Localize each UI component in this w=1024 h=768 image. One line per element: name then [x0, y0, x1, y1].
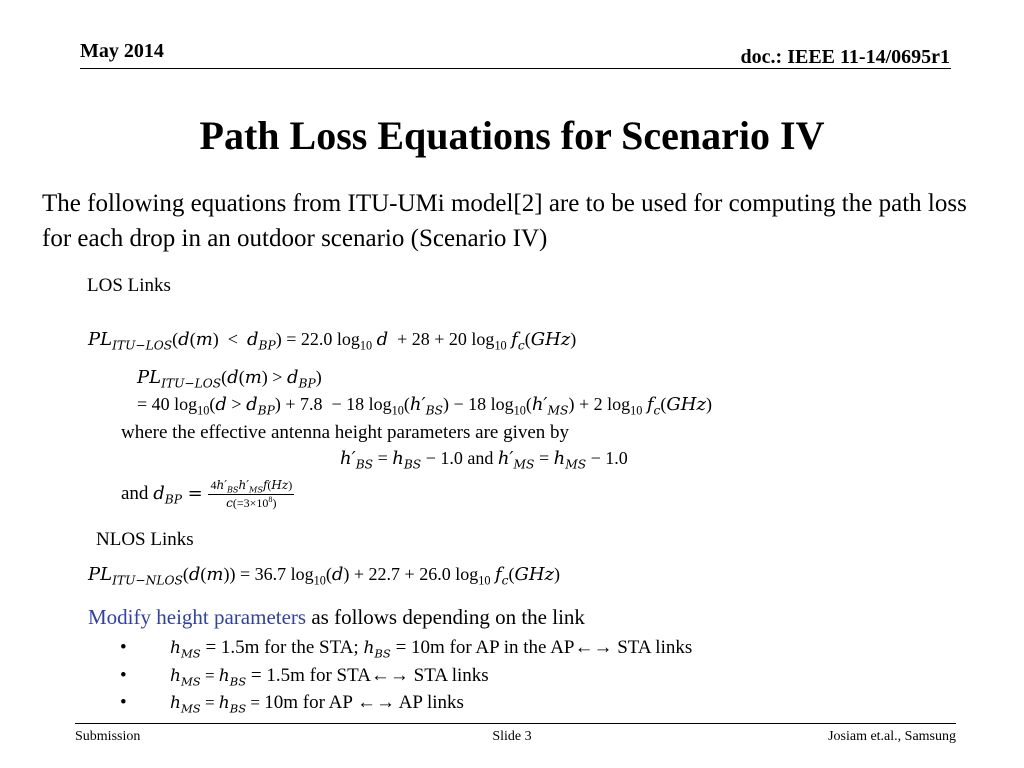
breakpoint-distance-equation: and $d_{BP}$ = $\frac{4h'_{BS}h'_{MS}f(Hz)}{c(=3\times 10^8)}$ — [121, 478, 293, 510]
double-arrow-icon: ←→ — [574, 637, 613, 658]
equation-nlos: $PL_{ITU-NLOS}(d(m)) = 36.7$ $\log_{10}(d) + 22.7 + 26.0$ $\log_{10} f_c(GHz)$ — [88, 564, 561, 588]
modify-heights-line — [88, 605, 585, 630]
breakpoint-fraction: $\frac{4h'_{BS}h'_{MS}f(Hz)}{c(=3\times 10^8)}$ — [210, 478, 293, 510]
header-doc-id: doc.: IEEE 11-14/0695r1 — [740, 46, 950, 68]
double-arrow-icon: ←→ — [370, 665, 409, 686]
footer-author: Josiam et.al., Samsung — [828, 729, 956, 744]
and-word: and — [467, 448, 494, 468]
header-date: May 2014 — [80, 40, 164, 62]
equation-los-below-breakpoint: $PL_{ITU-LOS}(d(m) < d_{BP}) = 22.0$ $\log_{10} d + 28 + 20$ $\log_{10} f_c(GHz)$ — [88, 329, 577, 353]
equation-effective-heights: $h'_{BS} = h_{BS} - 1.0$ and $h'_{MS} = h_{MS} - 1.0$ — [340, 448, 628, 472]
bullet-dot: • — [120, 692, 127, 713]
nlos-links-label: NLOS Links — [96, 529, 194, 550]
bullet-sta-sta: • $h_{MS} = h_{BS} = 1.5m$ for STA←→ STA links — [120, 665, 489, 689]
modify-height-parameters-link[interactable]: Modify height parameters — [88, 605, 307, 629]
footer-divider — [75, 723, 956, 724]
equation-los-above-breakpoint-rhs: = 40 $\log_{10}(d > d_{BP}) + 7.8 - 18$ $\log_{10}(h'_{BS}) - 18$ $\log_{10}(h'_{MS}) + 2$ $\log_{10} f_c(GHz)$ — [137, 394, 712, 418]
bullet-sta-ap: • $h_{MS} = 1.5m$ for the STA; $h_{BS} = 10m$ for AP in the AP←→ STA links — [120, 637, 693, 661]
bullet-ap-ap: • $h_{MS} = h_{BS} = 10m$ for AP ←→ AP links — [120, 692, 464, 716]
bullet-dot: • — [120, 637, 127, 658]
equation-los-above-breakpoint-lhs: $PL_{ITU-LOS}(d(m) > d_{BP})$ — [137, 367, 322, 391]
footer-submission: Submission — [75, 729, 141, 744]
modify-rest-text: as follows depending on the link — [311, 605, 585, 629]
header-divider — [80, 68, 951, 69]
footer-slide-number: Slide 3 — [492, 729, 532, 744]
slide-title: Path Loss Equations for Scenario IV — [199, 113, 825, 158]
double-arrow-icon: ←→ — [356, 692, 395, 713]
and-word-2: and — [121, 482, 149, 504]
intro-paragraph: The following equations from ITU-UMi model[2] are to be used for computing the path loss for each drop in an outdoor scenario (Scenario IV) — [42, 190, 967, 252]
bullet-dot: • — [120, 665, 127, 686]
effective-height-note: where the effective antenna height parameters are given by — [121, 422, 570, 443]
los-links-label: LOS Links — [87, 275, 171, 296]
